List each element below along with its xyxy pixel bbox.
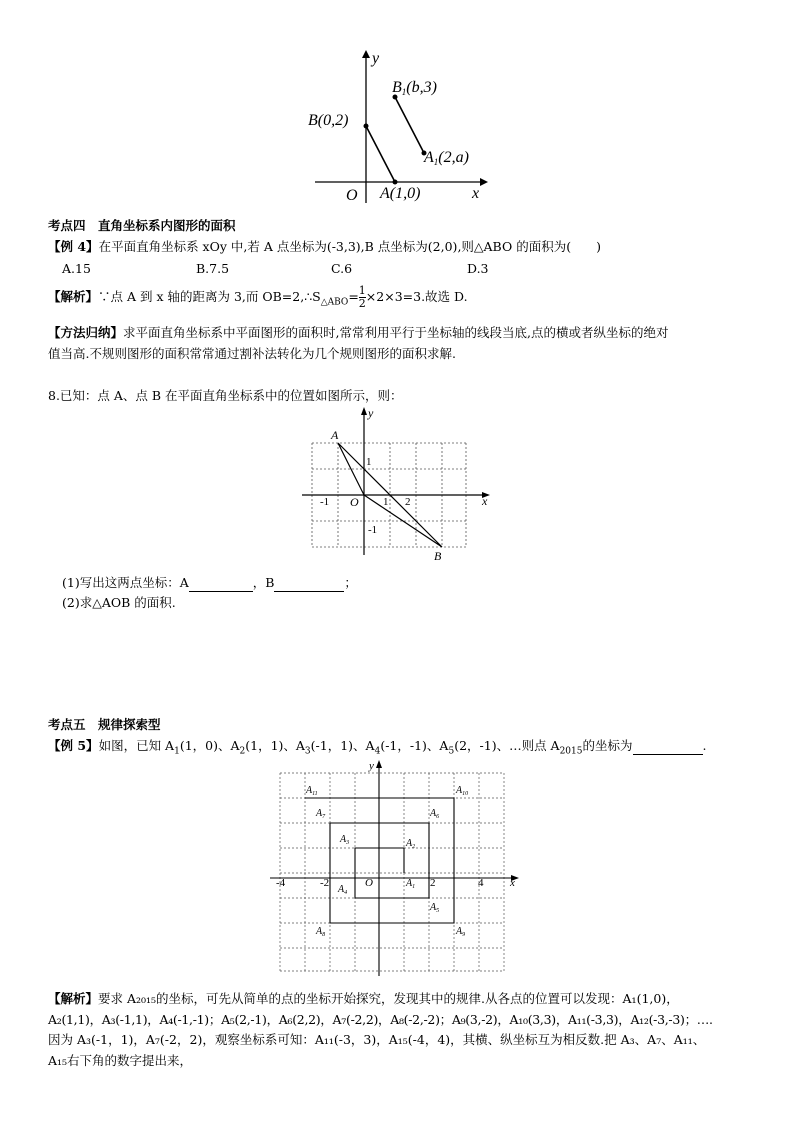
- q8-point-A-label: A: [331, 428, 339, 442]
- example-4-text: 在平面直角坐标系 xOy 中,若 A 点坐标为(-3,3),B 点坐标为(2,0),则△ABO 的面积为( ): [98, 239, 601, 254]
- q8-tick-neg1-y: -1: [368, 524, 378, 536]
- label-A8: $A_8$: [316, 926, 326, 938]
- question-8-sub-2: (2)求△AOB 的面积.: [62, 595, 176, 610]
- coord-1: (1，0)、A: [179, 738, 240, 753]
- q8-tick-1-y: 1: [366, 456, 372, 468]
- q8-y-label: y: [368, 406, 374, 420]
- fraction-denominator: 2: [358, 297, 366, 310]
- example-5-text: 如图，已知 A: [98, 738, 175, 753]
- point-B1-label: B1(b,3): [392, 79, 437, 97]
- answer-blank-A2015[interactable]: [633, 738, 703, 755]
- label-A7: $A_7$: [316, 808, 326, 820]
- coord-4: (-1，-1)、A: [380, 738, 449, 753]
- q8-tick-neg1-x: -1: [320, 496, 330, 508]
- point-B-label: B(0,2): [308, 112, 349, 129]
- spiral-tick-neg4: -4: [276, 877, 286, 889]
- solution-subscript: △ABO: [320, 297, 349, 308]
- q8-tick-1-x: 1: [383, 496, 389, 508]
- point-A-label: A(1,0): [380, 185, 421, 202]
- section-5-title: 考点五 规律探索型: [48, 717, 161, 732]
- example-4-option-a: A.15: [62, 261, 91, 276]
- label-A1: $A_1$: [406, 878, 416, 890]
- spiral-tick-neg2: -2: [320, 877, 330, 889]
- example-5-end: 的坐标为: [582, 738, 633, 753]
- section-4-title: 考点四 直角坐标系内图形的面积: [48, 218, 236, 233]
- figure-question-8: [300, 405, 500, 567]
- x-axis-label: x: [472, 185, 480, 202]
- label-A4: $A_4$: [338, 884, 348, 896]
- solution-text-a: ∵点 A 到 x 轴的距离为 3,而 OB=2,∴S: [98, 289, 321, 304]
- answer-blank-B[interactable]: [274, 575, 344, 592]
- example-4-tag: 【例 4】: [48, 239, 99, 254]
- example-5: [48, 738, 706, 760]
- fraction-numerator: 1: [358, 284, 366, 297]
- solution-tag: 【解析】: [48, 289, 99, 304]
- y-axis-label: y: [372, 50, 380, 67]
- figure-spiral-points: [268, 758, 528, 978]
- example-5-solution: [48, 989, 713, 1071]
- sub1-label-c: ；: [344, 575, 357, 590]
- label-A9: $A_9$: [456, 926, 466, 938]
- label-A11: $A_{11}$: [306, 785, 318, 797]
- coord-2: (1，1)、A: [245, 738, 305, 753]
- sub1-label-a: (1)写出这两点坐标：A: [62, 575, 189, 590]
- example-4: [48, 239, 601, 255]
- example-5-tag: 【例 5】: [48, 738, 99, 753]
- x-axis-arrow: [480, 178, 488, 186]
- segment-AB: [366, 126, 395, 182]
- label-A3: $A_3$: [340, 834, 350, 846]
- point-A: [393, 180, 398, 185]
- question-8-sub-1: [62, 575, 357, 592]
- label-A5: $A_5$: [430, 902, 440, 914]
- ex5-solution-tag: 【解析】: [48, 991, 99, 1006]
- point-B: [364, 124, 369, 129]
- method-summary: [48, 322, 668, 364]
- spiral-y-label: y: [369, 760, 374, 772]
- figure-segment-translation: [300, 48, 500, 208]
- ex5-solution-line-4: A₁₅右下角的数字提出来，: [48, 1052, 193, 1068]
- sub-1: 1: [174, 746, 180, 757]
- question-8-text: 8.已知：点 A、点 B 在平面直角坐标系中的位置如图所示，则：: [48, 388, 403, 403]
- method-tag: 【方法归纳】: [48, 325, 124, 340]
- example-5-period: .: [702, 738, 707, 753]
- example-4-option-b: B.7.5: [196, 261, 230, 276]
- sub-3: 3: [304, 746, 311, 757]
- y-axis-arrow: [362, 50, 370, 58]
- coord-5: (2，-1)、…则点 A: [454, 738, 560, 753]
- fraction-half: [359, 285, 366, 310]
- q8-tick-2-x: 2: [405, 496, 411, 508]
- ex5-solution-line-2: A₂(1,1)，A₃(-1,1)，A₄(-1,-1)；A₅(2,-1)，A₆(2,2)，A₇(-2,2)，A₈(-2,-2)；A₉(3,-2)，A₁₀(3,3)，A₁₁(-3,3)，A₁₂(-3,-3)；….: [48, 1011, 713, 1027]
- point-A1-label: A1(2,a): [424, 149, 469, 167]
- spiral-x-label: x: [510, 877, 515, 889]
- spiral-y-axis-arrow: [376, 760, 382, 768]
- example-4-solution: [48, 284, 468, 316]
- label-A2: $A_2$: [406, 838, 416, 850]
- method-line-2: 值当高.不规则图形的面积常常通过割补法转化为几个规则图形的面积求解.: [48, 346, 456, 361]
- segment-A1B1: [395, 97, 424, 153]
- q8-point-B-label: B: [434, 549, 442, 563]
- sub-2: 2: [239, 746, 246, 757]
- q8-y-axis-arrow: [361, 407, 367, 415]
- spiral-tick-2: 2: [430, 877, 436, 889]
- example-4-option-c: C.6: [331, 261, 353, 276]
- label-A6: $A_6$: [430, 808, 440, 820]
- method-line-1: 求平面直角坐标系中平面图形的面积时,常常利用平行于坐标轴的线段当底,点的横或者纵坐标的绝对: [123, 325, 669, 340]
- sub-2015: 2015: [559, 746, 583, 757]
- answer-blank-A[interactable]: [189, 575, 253, 592]
- solution-text-b: ×2×3=3.故选 D.: [365, 289, 468, 304]
- ex5-solution-line-3: 因为 A₃(-1，1)，A₇(-2，2)，观察坐标系可知：A₁₁(-3，3)，A₁₅(-4，4)，其横、纵坐标互为相反数.把 A₃、A₇、A₁₁、: [48, 1032, 706, 1047]
- origin-label: O: [346, 187, 358, 204]
- sub-5: 5: [448, 746, 455, 757]
- ex5-solution-line-1: 要求 A₂₀₁₅的坐标，可先从简单的点的坐标开始探究，发现其中的规律.从各点的位置可以发现：A₁(1,0)，: [98, 991, 679, 1006]
- spiral-tick-4: 4: [478, 877, 484, 889]
- spiral-origin-label: O: [365, 877, 373, 889]
- q8-x-label: x: [482, 494, 488, 508]
- q8-origin-label: O: [350, 495, 359, 509]
- sub1-label-b: ，B: [252, 575, 275, 590]
- example-4-option-d: D.3: [467, 261, 489, 276]
- label-A10: $A_{10}$: [456, 785, 469, 797]
- sub-4: 4: [374, 746, 381, 757]
- solution-eq: =: [348, 289, 359, 304]
- coord-3: (-1，1)、A: [310, 738, 375, 753]
